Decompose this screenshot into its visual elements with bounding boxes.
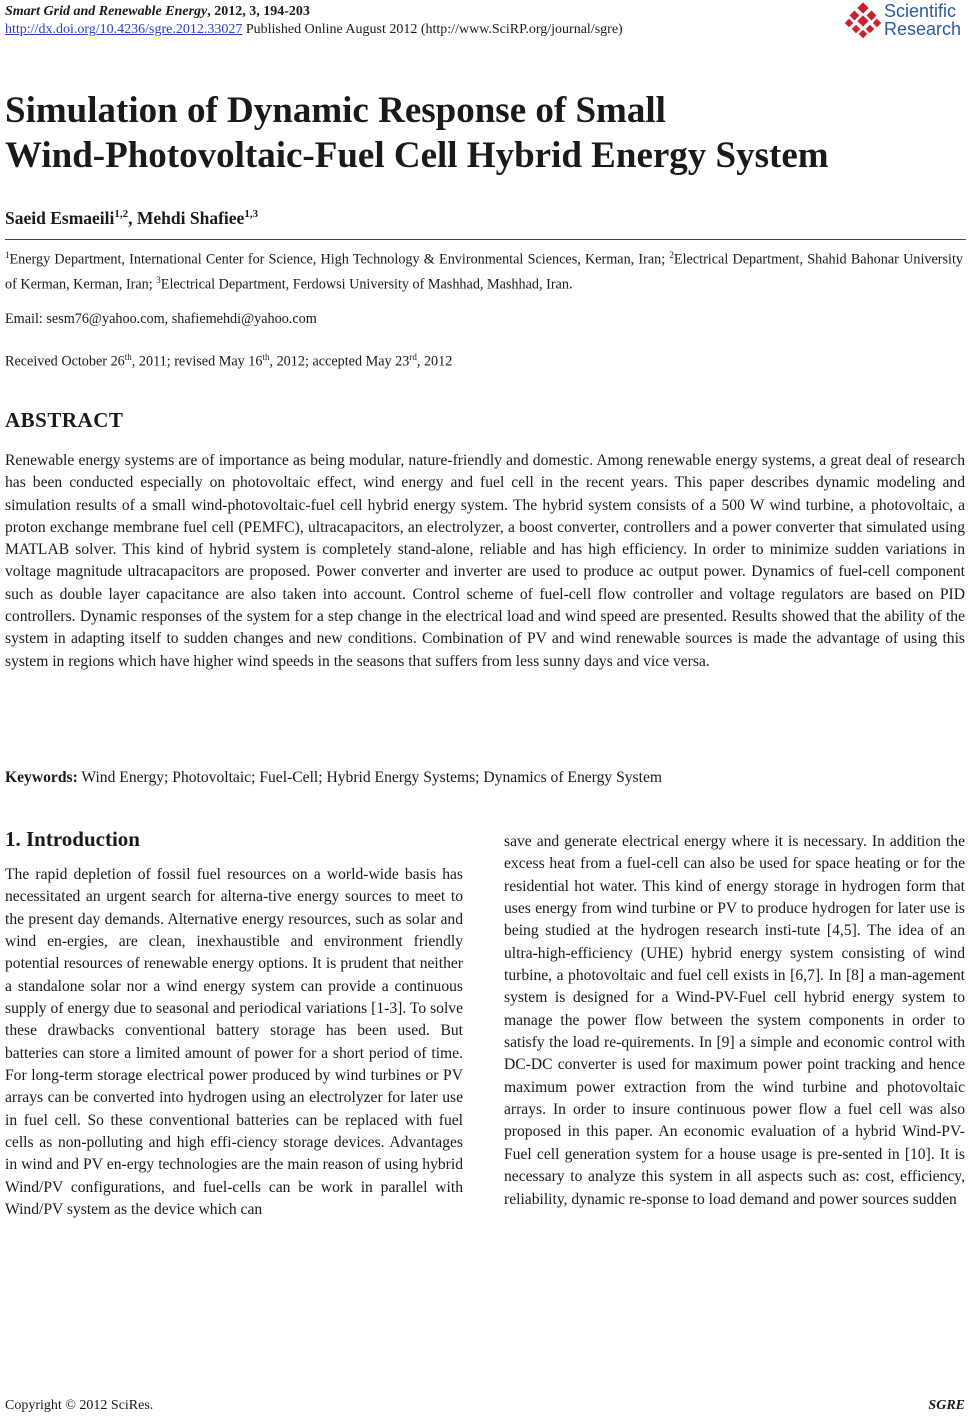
date-sup: th (124, 352, 132, 362)
accepted-year: , 2012 (416, 353, 453, 370)
keywords-label: Keywords: (5, 769, 78, 786)
date-sup: rd (409, 352, 417, 362)
footer-journal-abbr: SGRE (928, 1398, 965, 1413)
affil-sup: 2 (669, 250, 674, 260)
keywords-text: Wind Energy; Photovoltaic; Fuel-Cell; Hybrid Energy Systems; Dynamics of Energy System (77, 769, 662, 786)
title-line2: Wind-Photovoltaic-Fuel Cell Hybrid Energy System (5, 135, 829, 176)
affil-sup: 1 (5, 250, 10, 260)
affiliation-2: Electrical Department, Shahid Bahonar University of Kerman, Kerman, Iran; (5, 251, 963, 293)
logo-line1: Scientific (884, 1, 957, 21)
section-heading: 1. Introduction (5, 827, 140, 851)
email-line: Email: sesm76@yahoo.com, shafiemehdi@yahoo.com (5, 311, 317, 327)
author-list (5, 208, 258, 229)
author-separator: , (128, 208, 137, 228)
affiliation-1: Energy Department, International Center for Science, High Technology & Environmental Sciences, Kerman, Iran; (9, 251, 670, 268)
footer-copyright: Copyright © 2012 SciRes. (5, 1398, 154, 1413)
paper-title (5, 88, 955, 178)
affiliation-3: Electrical Department, Ferdowsi University of Mashhad, Mashhad, Iran. (160, 276, 573, 293)
intro-right-column: save and generate electrical energy where it is necessary. In addition the excess heat from a fuel-cell can also be used for space heating or for the residential hot water. This kind of energy storage in hydrogen form that uses energy from wind turbine or PV to produce hydrogen for later use is being studied at the hydrogen research insti-tute [4,5]. The idea of an ultra-high-efficiency (UHE) hybrid energy system consisting of wind turbine, a photovoltaic and fuel cell exists in [6,7]. In [8] a man-agement system is designed for a Wind-PV-Fuel cell hybrid energy system to manage the power flow between the system components in order to satisfy the load re-quirements. In [9] a simple and economic control with DC-DC converter is used for maximum power point tracking and hence maximum power extraction from the wind turbine and photovoltaic arrays. In order to insure continuous power flow a fuel cell was also proposed in this paper. An economic evaluation of a hybrid Wind-PV-Fuel cell generation system for a house usage is pre-sented in [10]. It is necessary to analyze this system in all aspects such as: cost, efficiency, reliability, dynamic re-sponse to load demand and power sources sudden (504, 833, 965, 1208)
affiliations (5, 245, 963, 294)
author-name: Saeid Esmaeili (5, 208, 115, 228)
submission-dates (5, 352, 452, 371)
intro-left-column: The rapid depletion of fossil fuel resources on a world-wide basis has necessitated an urgent search for alterna-tive energy sources to meet to the present day demands. Alternative energy resources, such as solar and wind en-ergies, are clean, inexhaustible and environment friendly potential resources of renewable energy options. It is prudent that neither a standalone solar nor a wind energy system can provide a continuous supply of energy due to seasonal and periodical variations [1-3]. To solve these drawbacks conventional battery storage has been used. But batteries can store a limited amount of power for a short period of time. For long-term storage electrical power produced by wind turbines or PV arrays can be converted into hydrogen using an electrolyzer for later use in fuel cell. So these conventional batteries can be replaced with fuel cells as non-polluting and high effi-ciency storage devices. Advantages in wind and PV en-ergy technologies are the main reason of using hybrid Wind/PV configurations, and fuel-cells can be work in parallel with Wind/PV system as the device which can (5, 866, 463, 1219)
author-name: Mehdi Shafiee (136, 208, 245, 228)
author-affil-sup: 1,3 (244, 208, 259, 221)
abstract-body: Renewable energy systems are of importance as being modular, nature-friendly and domestic. Among renewable energy systems, a great deal of research has been conducted especially on photovoltaic effect, wind energy and fuel cell in the recent years. This paper describes dynamic modeling and simulation results of a small wind-photovoltaic-fuel cell hybrid energy system. The hybrid system consists of a 500 W wind turbine, a photovoltaic, a proton exchange membrane fuel cell (PEMFC), ultracapacitors, an electrolyzer, a boost converter, controllers and a power converter that simulated using MATLAB solver. This kind of hybrid system is completely stand-alone, reliable and has high efficiency. In order to minimize sudden variations in voltage magnitude ultracapacitors are proposed. Power converter and inverter are used to produce ac output power. Dynamics of fuel-cell component such as double layer capacitance are also taken into account. Control scheme of fuel-cell flow controller and voltage regulators are based on PID controllers. Dynamic responses of the system for a step change in the electrical load and wind speed are presented. Results showed that the ability of the system in adapting itself to sudden changes and new conditions. Combination of PV and wind renewable sources is made the advantage of using this system in regions which have higher wind speeds in the seasons that suffers from less sunny days and vice versa. (5, 452, 965, 670)
scientific-research-logo (844, 2, 964, 40)
accepted-date: , 2012; accepted May 23 (269, 353, 410, 370)
author-divider (5, 239, 966, 240)
journal-name: Smart Grid and Renewable Energy (5, 4, 208, 19)
volume-info: , 2012, 3, 194-203 (207, 4, 310, 19)
scirp-diamond-logo-icon (844, 2, 882, 40)
abstract-heading: ABSTRACT (5, 408, 124, 432)
running-header (5, 3, 623, 39)
title-line1: Simulation of Dynamic Response of Small (5, 90, 666, 131)
affil-sup: 3 (156, 274, 161, 285)
logo-wordmark (884, 2, 961, 38)
revised-date: , 2011; revised May 16 (131, 353, 263, 370)
logo-line2: Research (884, 19, 962, 39)
keywords-line (5, 769, 662, 787)
date-sup: th (262, 352, 270, 362)
author-affil-sup: 1,2 (114, 208, 129, 221)
received-date: Received October 26 (5, 353, 125, 370)
doi-link[interactable]: http://dx.doi.org/10.4236/sgre.2012.33027 (5, 22, 243, 37)
published-online: Published Online August 2012 (http://www.SciRP.org/journal/sgre) (242, 22, 623, 37)
